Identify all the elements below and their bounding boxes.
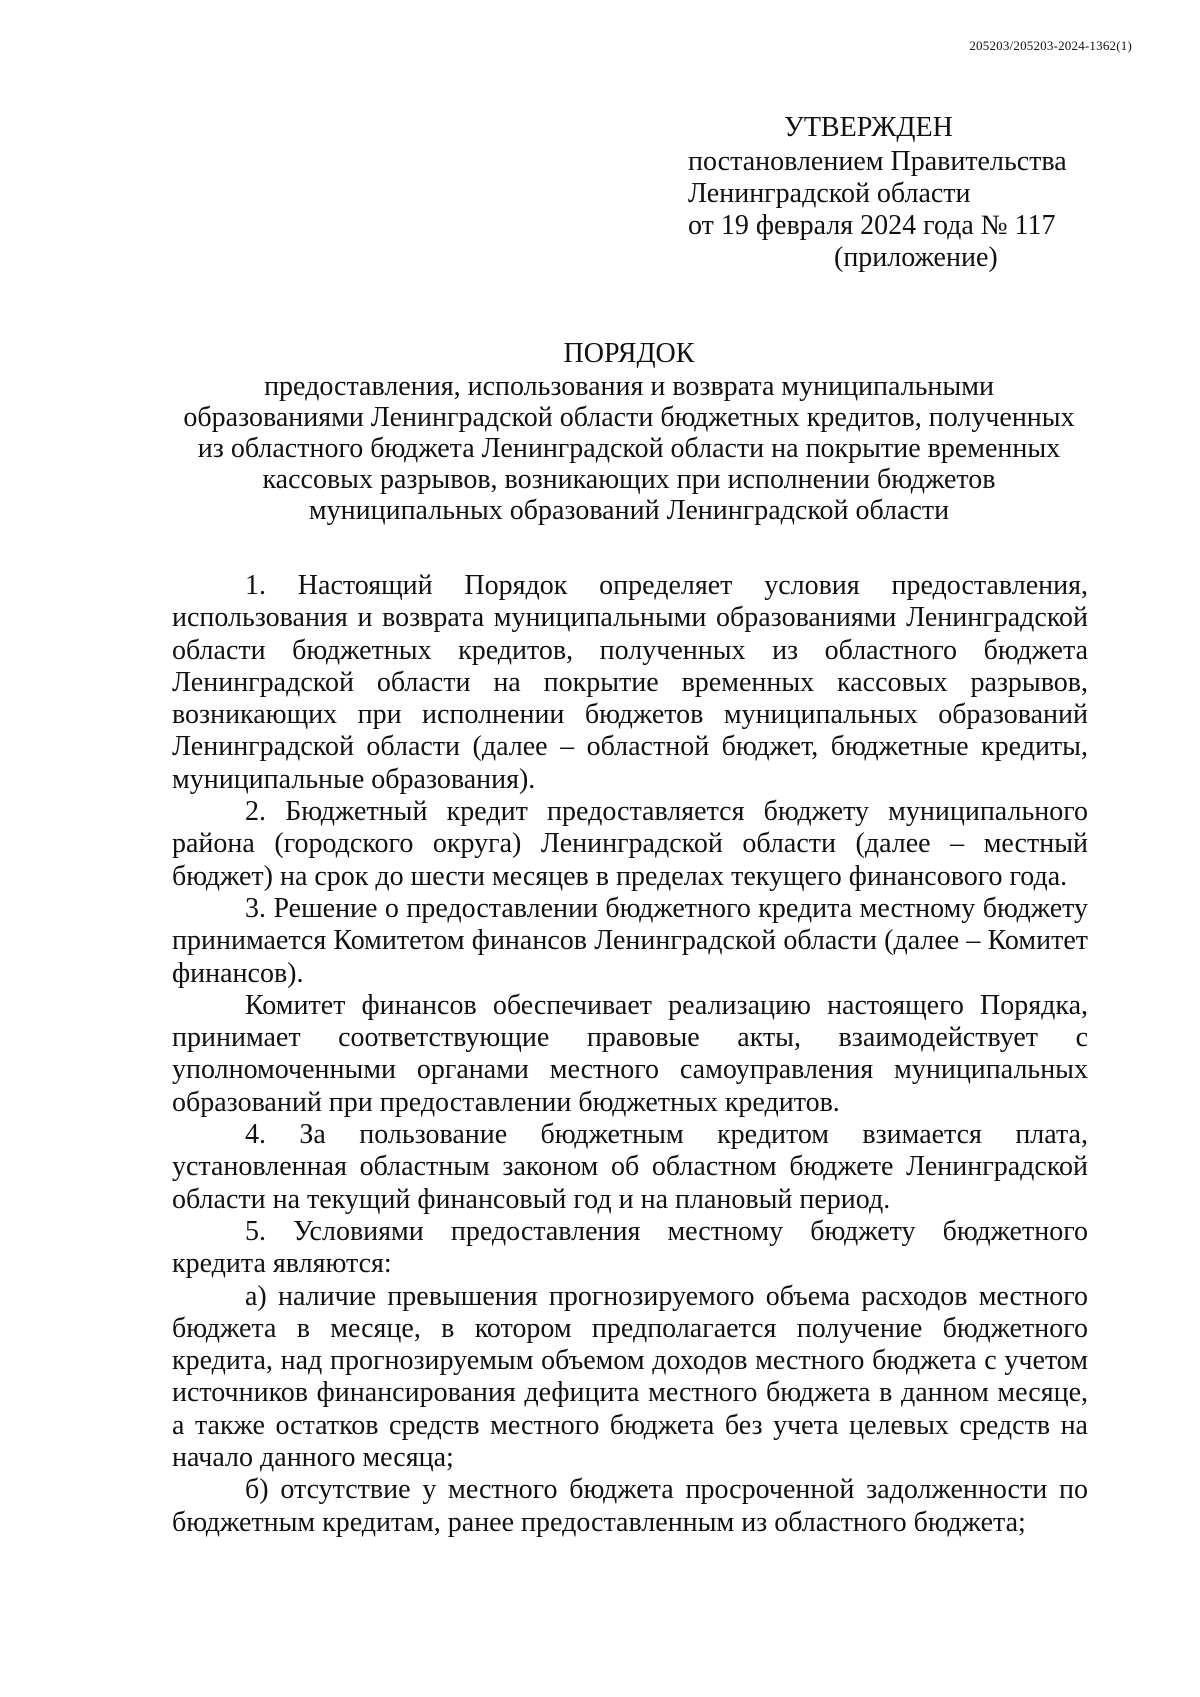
subtitle-line: из областного бюджета Ленинградской области на покрытие временных [197, 433, 1061, 464]
document-body [172, 570, 1088, 1539]
paragraph-2: 2. Бюджетный кредит предоставляется бюджету муниципального района (городского округа) Ленинградской области (далее – местный бюджет) на срок до шести месяцев в пределах текущего финансового года. [172, 796, 1088, 892]
subtitle-line: предоставления, использования и возврата муниципальными [264, 371, 994, 402]
paragraph-3-continued: Комитет финансов обеспечивает реализацию настоящего Порядка, принимает соответствующие правовые акты, взаимодействует с уполномоченными органами местного самоуправления муниципальных образований при предоставлении бюджетных кредитов. [172, 989, 1088, 1118]
paragraph-5-item-a: а) наличие превышения прогнозируемого объема расходов местного бюджета в месяце, в котором предполагается получение бюджетного кредита, над прогнозируемым объемом доходов местного бюджета с учетом источников финансирования дефицита местного бюджета в данном месяце, а также остатков средств местного бюджета без учета целевых средств на начало данного месяца; [172, 1280, 1088, 1474]
approval-attachment: (приложение) [834, 242, 998, 273]
document-id-number: 205203/205203-2024-1362(1) [969, 38, 1132, 53]
approval-line-1: постановлением Правительства [688, 146, 1067, 177]
paragraph-5-item-b: б) отсутствие у местного бюджета просроченной задолженности по бюджетным кредитам, ранее предоставленным из областного бюджета; [172, 1474, 1088, 1538]
subtitle-line: образованиями Ленинградской области бюджетных кредитов, полученных [183, 402, 1075, 433]
paragraph-5: 5. Условиями предоставления местному бюджету бюджетного кредита являются: [172, 1215, 1088, 1280]
approval-line-3: от 19 февраля 2024 года № 117 [688, 210, 1056, 241]
document-title-block [168, 338, 1090, 526]
subtitle-line: муниципальных образований Ленинградской области [308, 495, 950, 526]
paragraph-4: 4. За пользование бюджетным кредитом взимается плата, установленная областным законом об областном бюджете Ленинградской области на текущий финансовый год и на плановый период. [172, 1119, 1088, 1215]
approval-block [688, 112, 1128, 274]
paragraph-3: 3. Решение о предоставлении бюджетного кредита местному бюджету принимается Комитетом финансов Ленинградской области (далее – Комитет финансов). [172, 892, 1088, 989]
approval-line-2: Ленинградской области [688, 178, 971, 209]
paragraph-1: 1. Настоящий Порядок определяет условия предоставления, использования и возврата муниципальными образованиями Ленинградской области бюджетных кредитов, полученных из областного бюджета Ленинградской области на покрытие временных кассовых разрывов, возникающих при исполнении бюджетов муниципальных образований Ленинградской области (далее – областной бюджет, бюджетные кредиты, муниципальные образования). [172, 570, 1088, 795]
approval-status: УТВЕРЖДЕН [784, 112, 953, 143]
subtitle-line: кассовых разрывов, возникающих при исполнении бюджетов [262, 464, 996, 495]
document-heading: ПОРЯДОК [563, 338, 695, 369]
